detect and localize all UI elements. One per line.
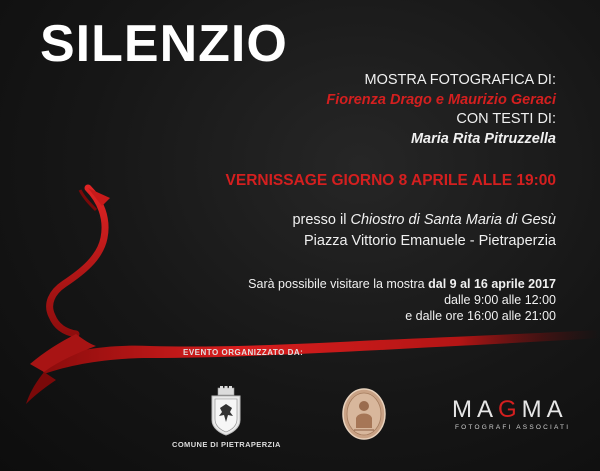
comune-name: COMUNE DI PIETRAPERZIA [172,440,281,449]
magma-logo [452,396,568,424]
photographers-names: Fiorenza Drago e Maurizio Geraci [326,92,556,108]
venue-prefix: presso il [292,212,347,228]
circular-seal-icon [342,388,386,440]
visit-intro: Sarà possibile visitare la mostra [248,277,425,291]
organizer-label: EVENTO ORGANIZZATO DA: [183,348,304,357]
vernissage-date: VERNISSAGE GIORNO 8 APRILE ALLE 19:00 [225,172,556,189]
visit-hours-evening: e dalle ore 16:00 alle 21:00 [405,309,556,323]
venue-line [292,212,556,228]
venue-name: Chiostro di Santa Maria di Gesù [350,212,556,228]
visit-hours-morning: dalle 9:00 alle 12:00 [444,293,556,307]
magma-subtitle: FOTOGRAFI ASSOCIATI [455,424,571,431]
poster-title: SILENZIO [40,15,288,73]
author-name: Maria Rita Pitruzzella [410,131,556,147]
magma-wordmark: MAGMA [452,396,568,423]
exhibition-label: MOSTRA FOTOGRAFICA DI: [364,72,556,88]
comune-crest-icon [208,386,244,436]
texts-label: CON TESTI DI: [456,111,556,127]
venue-address: Piazza Vittorio Emanuele - Pietraperzia [304,233,556,249]
visit-line [248,277,556,291]
visit-dates: dal 9 al 16 aprile 2017 [428,277,556,291]
